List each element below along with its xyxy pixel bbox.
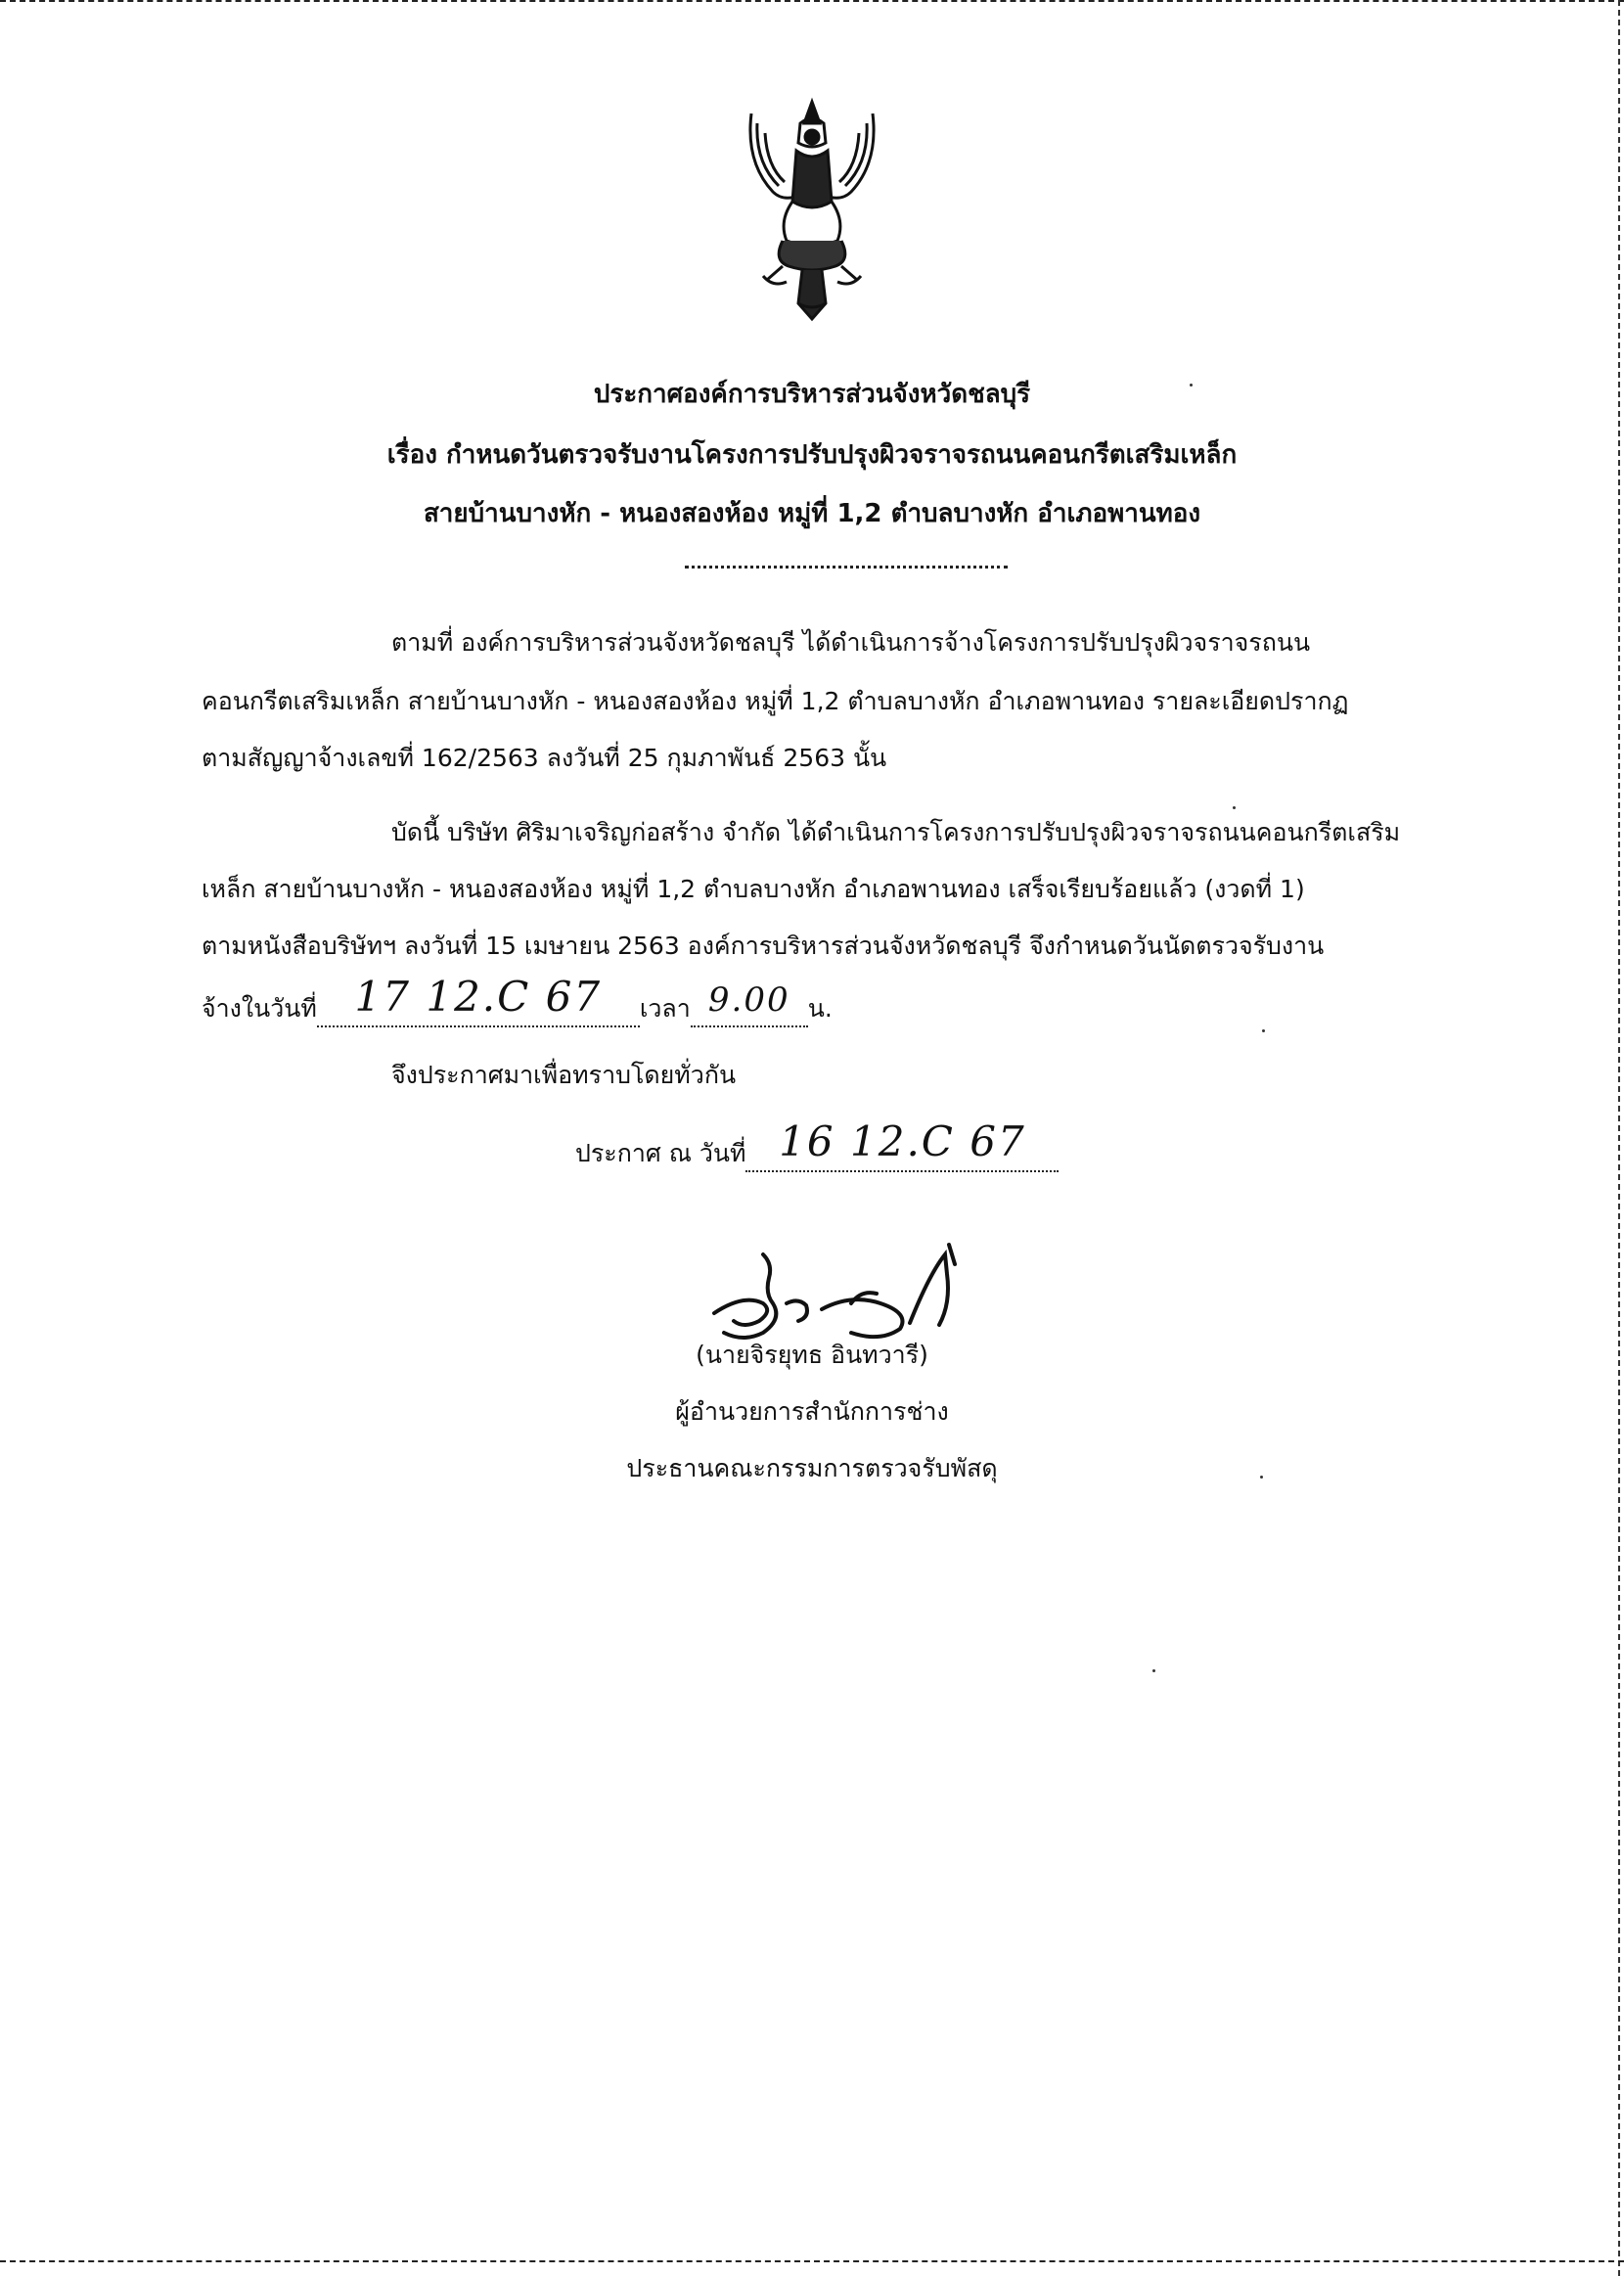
announce-date-handwritten: 16 12.C 67 — [779, 1117, 1026, 1165]
garuda-emblem-icon — [744, 94, 880, 325]
inspection-date-handwritten: 17 12.C 67 — [354, 973, 603, 1021]
signatory-name: (นายจิรยุทธ อินทวารี) — [696, 1341, 928, 1369]
announce-date-line — [575, 1117, 1059, 1172]
subject-line-1: เรื่อง กำหนดวันตรวจรับงานโครงการปรับปรุงผิวจราจรถนนคอนกรีตเสริมเหล็ก — [386, 440, 1238, 470]
para2-line2: เหล็ก สายบ้านบางหัก - หนองสองห้อง หมู่ที่ 1,2 ตำบลบางหัก อำเภอพานทอง เสร็จเรียบร้อยแล้ว (งวดที่ 1) — [202, 875, 1305, 903]
date-prefix: จ้างในวันที่ — [202, 994, 317, 1023]
scan-speck — [1233, 806, 1236, 809]
time-label: เวลา — [639, 994, 691, 1023]
announce-date-field — [745, 1117, 1059, 1172]
scan-speck — [1260, 1476, 1263, 1479]
signatory-position-1: ผู้อำนวยการสำนักการช่าง — [675, 1397, 949, 1426]
signatory-position-2: ประธานคณะกรรมการตรวจรับพัสดุ — [626, 1454, 998, 1482]
para2-line1: บัดนี้ บริษัท ศิริมาเจริญก่อสร้าง จำกัด ได้ดำเนินการโครงการปรับปรุงผิวจราจรถนนคอนกรีตเสริม — [391, 818, 1401, 846]
para1-line2: คอนกรีตเสริมเหล็ก สายบ้านบางหัก - หนองสองห้อง หมู่ที่ 1,2 ตำบลบางหัก อำเภอพานทอง รายละเอียดปรากฏ — [202, 687, 1349, 715]
para1-line3: ตามสัญญาจ้างเลขที่ 162/2563 ลงวันที่ 25 กุมภาพันธ์ 2563 นั้น — [202, 744, 887, 772]
time-suffix: น. — [807, 994, 833, 1023]
announce-prefix: ประกาศ ณ วันที่ — [575, 1139, 746, 1167]
para2-line4 — [202, 973, 833, 1027]
scan-speck — [1190, 384, 1193, 387]
scan-edge-top — [0, 0, 1624, 4]
subject-line-2: สายบ้านบางหัก - หนองสองห้อง หมู่ที่ 1,2 ตำบลบางหัก อำเภอพานทอง — [423, 499, 1201, 528]
scan-speck — [1152, 1669, 1155, 1672]
announcement-title: ประกาศองค์การบริหารส่วนจังหวัดชลบุรี — [593, 380, 1031, 409]
title-divider — [685, 566, 1008, 569]
scan-edge-bottom — [0, 2258, 1624, 2262]
para1-line1: ตามที่ องค์การบริหารส่วนจังหวัดชลบุรี ได้ดำเนินการจ้างโครงการปรับปรุงผิวจราจรถนน — [391, 628, 1311, 657]
closing-line: จึงประกาศมาเพื่อทราบโดยทั่วกัน — [391, 1061, 737, 1089]
inspection-time-field — [691, 980, 808, 1027]
para2-line3: ตามหนังสือบริษัทฯ ลงวันที่ 15 เมษายน 2563 องค์การบริหารส่วนจังหวัดชลบุรี จึงกำหนดวันนัดตรวจรับงาน — [202, 932, 1325, 960]
scan-speck — [1262, 1029, 1265, 1032]
inspection-date-field — [317, 973, 640, 1027]
inspection-time-handwritten: 9.00 — [707, 980, 790, 1020]
scan-edge-right — [1616, 0, 1620, 2276]
